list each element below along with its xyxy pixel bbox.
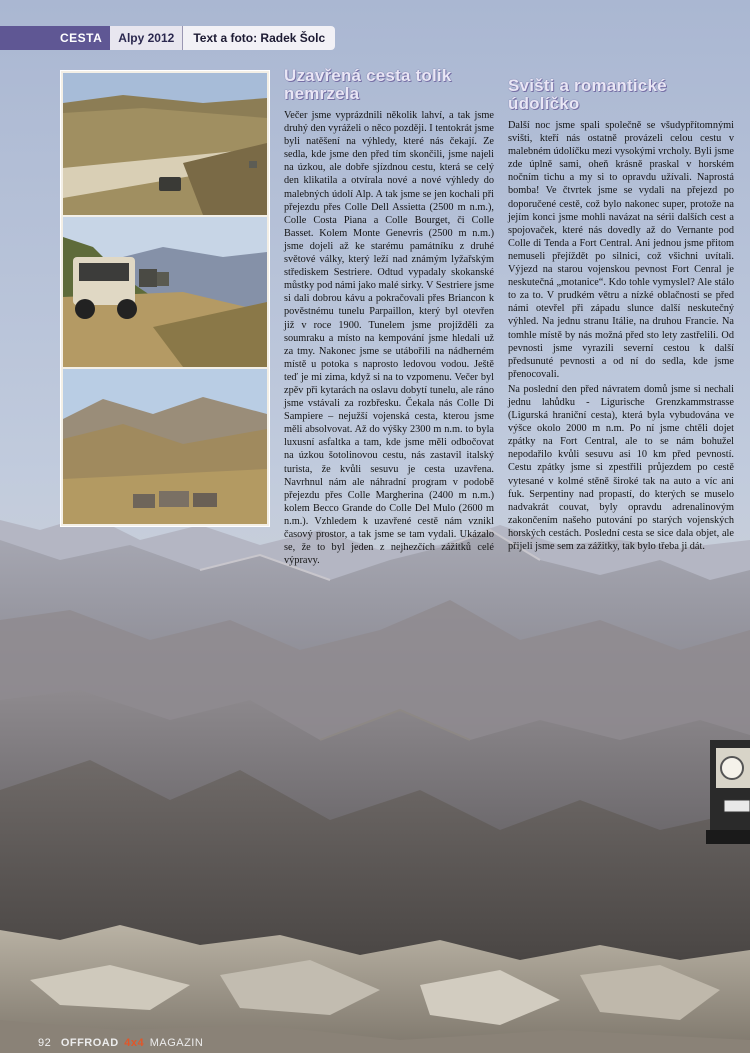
- headline-closed-road: Uzavřená cesta tolik nemrzela: [284, 66, 452, 103]
- brand-offroad: OFFROAD: [60, 1037, 119, 1049]
- section-header: [0, 26, 335, 50]
- headline-marmots-valley: Svišti a romantické údolíčko: [508, 76, 667, 113]
- topic-label: Alpy 2012: [110, 26, 183, 50]
- article-column-left: [284, 67, 494, 569]
- article-column-right: [508, 77, 734, 555]
- author-credit: Text a foto: Radek Šolc: [183, 26, 335, 50]
- page-number: 92: [38, 1037, 52, 1049]
- jeep-front-edge: [702, 730, 750, 880]
- photo-jeeps-mountain-trail: [63, 217, 267, 367]
- paragraph: Na poslední den před návratem domů jsme si nechali jednu lahůdku - Ligurische Grenzkammstrasse (Ligurská hraniční cesta), která byla vybudována ve výšce okolo 2000 m n.m. Po ní jsme chtěli dojet zpátky na Fort Central, ale to se nám bohužel nepodařilo kvůli sesuvu asi 10 km před pevností. Cestu zpátky jsme si zpestřili průjezdem po cestě vytesané v kolmé stěně široké tak na auto a víc ani fuk. Serpentiny nad propastí, do kterých se muselo nadvakrát couvat, byly opravdu adrenalinovým zakončením našeho putování po starých vojenských horských cestách. Poslední cesta se sice dala objet, ale přijeli jsme sem za zážitky, tak bylo třeba ji dát.: [508, 383, 734, 552]
- section-label: CESTA: [0, 26, 110, 50]
- photo-road-hillside: [63, 73, 267, 215]
- photo-strip: [60, 70, 270, 527]
- paragraph: Večer jsme vyprázdnili několik lahví, a tak jsme druhý den vyráželi o něco později. I tentokrát jsme byli natěšení na výhledy, které nás čekají. Ze sedla, kde jsme den před tím skončili, jsme najeli na úzkou, ale dobře sjízdnou cestu, která se celý den klikatila a otvírala nové a nové výhledy do malebných údolí Alp. A tak jsme se jen kochali při přejezdu přes Colle Dell Assietta (2500 m n.m.), Colle Costa Piana a Colle Bourget, či Colle Basset. Kolem Monte Genevris (2500 m n.m.) jsme dojeli až ke starému památníku z druhé světové války, který leží nad známým lyžařským střediskem Sestriere. Odtud vypadaly skokanské můstky pod námi jako malé sirky. V Sestriere jsme si dali dobrou kávu a pokračovali přes Briancon k pověstnému tunelu Parpaillon, který byl otevřen již v roce 1900. Tunelem jsme projížděli za soumraku a místo na kempování jsme hledali už za tmy. Nakonec jsme se utábořili na nádherném místě u potoka s naprosto ledovou vodou. Ještě teď je mi zima, když si na to vzpomenu. Večer byl zpěv při kytarách na oslavu dobytí tunelu, ale ráno jsme vstávali za rozbřesku. Čekala nás Colle Di Sampiere – nejužší vojenská cesta, kterou jsme měli absolvovat. Až do výšky 2300 m n.m. to byla luxusní asfaltka a tam, kde jsme měli odbočovat na úzkou šotolinovou cestu, nás zastavil italský turista, že kvůli sesuvu je cesta uzavřena. Navrhnul nám ale náhradní program v podobě přejezdu přes Colle Margherina (2400 m n.m.) kolem Becco Grande do Colle Del Mulo (2600 m n.m.). Vzhledem k uzavřené cestě nám vznikl časový prostor, a tak jsme se tam vydali. Ukázalo se, že to byl jeden z nejhezčích zážitků celé výpravy.: [284, 110, 494, 567]
- brand-4x4: 4x4: [124, 1037, 145, 1049]
- page-footer: [38, 1037, 203, 1049]
- paragraph: Další noc jsme spali společně se všudypřítomnými svišti, kteří nás ostatně provázeli celou cestu v malebném údolíčku mezi vysokými vrcholy. Byli jsme zde úplně sami, oheň krásně praskal v horském nočním tichu a my si to opravdu užívali. Naprostá bomba! Ve čtvrtek jsme se vydali na přejezd po doporučené cestě, což bylo nakonec super, protože na jejím konci jsme mohli navázat na sérii dalších cest a spojovaček, které nás dovedly až do Vernante pod Colle di Tenda a Fort Central. Ani jednou jsme přitom nemuseli přejíždět po silnici, což všichni uvítali. Výjezd na starou vojenskou pevnost Fort Cenral je neskutečná „motanice“. Kdo tohle vymyslel? Ale stálo to za to. V prudkém větru a nízké oblačnosti se před námi otevřel při západu slunce další neskutečný výhled. Na jednu stranu Itálie, na druhou Francie. Na tomhle místě by nás možná před sto lety zastřelili. Od pevnosti jsme vyrazili severní cestou k další předsunuté pevnosti a od ní do sedla, kde jsme přenocovali.: [508, 120, 734, 380]
- brand-magazin: MAGAZIN: [149, 1037, 204, 1049]
- photo-fort-ruins-valley: [63, 369, 267, 524]
